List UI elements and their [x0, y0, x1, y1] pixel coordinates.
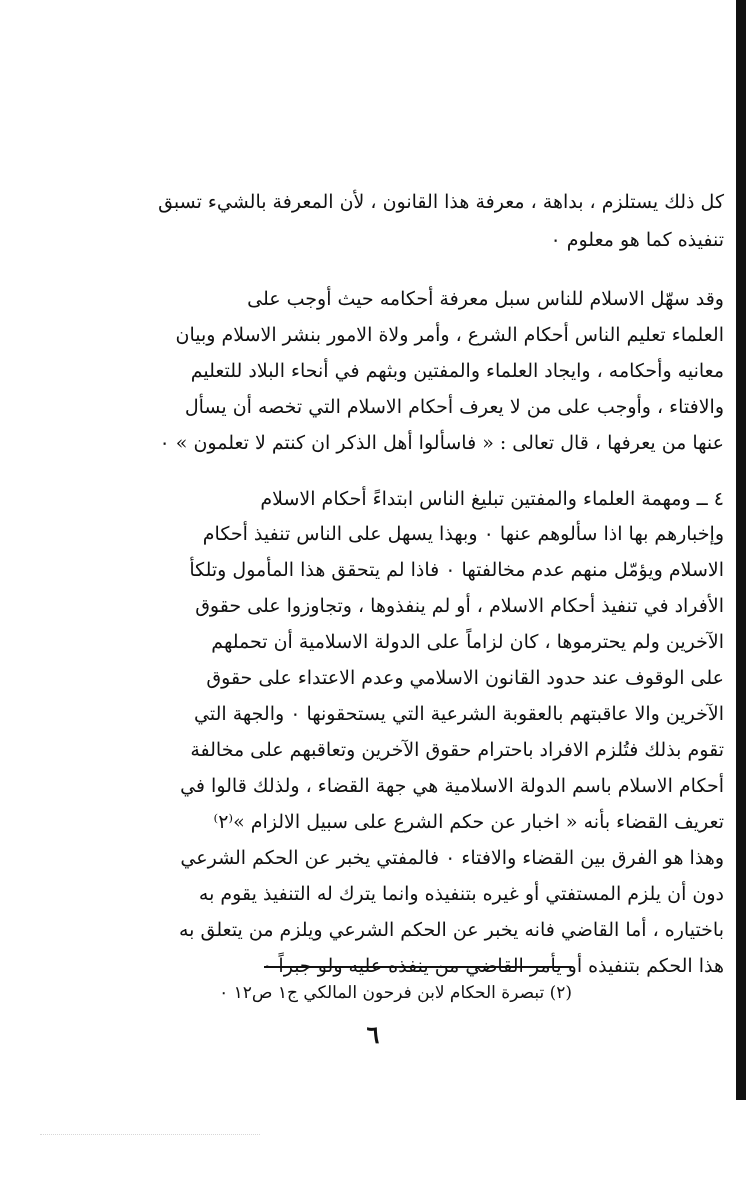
text-line: وهذا هو الفرق بين القضاء والافتاء ٠ فالمفتي يخبر عن الحكم الشرعي [180, 847, 724, 869]
text-line: أحكام الاسلام باسم الدولة الاسلامية هي جهة القضاء ، ولذلك قالوا في [180, 775, 724, 797]
text-line: العلماء تعليم الناس أحكام الشرع ، وأمر ولاة الامور بنشر الاسلام وبيان [175, 324, 724, 346]
text-line: والافتاء ، وأوجب على من لا يعرف أحكام الاسلام التي تخصه أن يسأل [184, 396, 724, 418]
text-line: عنها من يعرفها ، قال تعالى : « فاسألوا أهل الذكر ان كنتم لا تعلمون » ٠ [159, 432, 724, 454]
footnote-separator [264, 966, 572, 968]
text-line: وقد سهّل الاسلام للناس سبل معرفة أحكامه حيث أوجب على [247, 288, 724, 310]
text-line: الاسلام ويؤمّل منهم عدم مخالفتها ٠ فاذا لم يتحقق هذا المأمول وتلكأ [189, 559, 724, 581]
text-line: تقوم بذلك فتُلزم الافراد باحترام حقوق الآخرين وتعاقبهم على مخالفة [190, 739, 724, 761]
text-line: معانيه وأحكامه ، وايجاد العلماء والمفتين وبثهم في أنحاء البلاد للتعليم [190, 360, 724, 382]
text-line: الأفراد في تنفيذ أحكام الاسلام ، أو لم ينفذوها ، وتجاوزوا على حقوق [195, 595, 724, 617]
scan-noise [40, 1128, 260, 1135]
text-line: الآخرين والا عاقبتهم بالعقوبة الشرعية التي يستحقونها ٠ والجهة التي [194, 703, 724, 725]
text-line: وإخبارهم بها اذا سألوهم عنها ٠ وبهذا يسهل على الناس تنفيذ أحكام [202, 523, 724, 545]
footnote: (٢) تبصرة الحكام لابن فرحون المالكي ج١ ص١٢ ٠ [219, 983, 572, 1003]
text-line: هذا الحكم بتنفيذه أو يأمر القاضي من ينفذه عليه ولو جبراً ٠ [262, 955, 724, 977]
text-line: دون أن يلزم المستفتي أو غيره بتنفيذه وانما يترك له التنفيذ يقوم به [198, 883, 724, 905]
text-line: على الوقوف عند حدود القانون الاسلامي وعدم الاعتداء على حقوق [206, 667, 724, 689]
text-line: تنفيذه كما هو معلوم ٠ [550, 229, 724, 251]
text-line: ٤ ــ ومهمة العلماء والمفتين تبليغ الناس ابتداءً أحكام الاسلام [260, 488, 724, 510]
text-line: باختياره ، أما القاضي فانه يخبر عن الحكم الشرعي ويلزم من يتعلق به [179, 919, 724, 941]
page-number: ٦ [366, 1020, 380, 1049]
text-line: كل ذلك يستلزم ، بداهة ، معرفة هذا القانون ، لأن المعرفة بالشيء تسبق [158, 191, 724, 213]
text-line: الآخرين ولم يحترموها ، كان لزاماً على الدولة الاسلامية أن تحملهم [211, 631, 724, 653]
text-line: تعريف القضاء بأنه « اخبار عن حكم الشرع على سبيل الالزام »⁽٢⁾ [213, 811, 724, 833]
